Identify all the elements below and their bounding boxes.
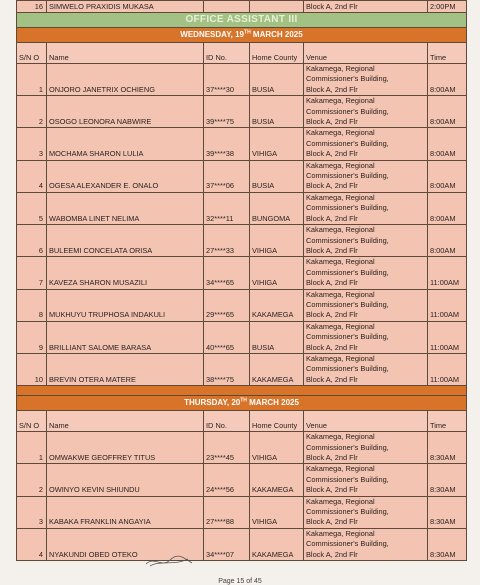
name-cell: OGESA ALEXANDER E. ONALO <box>47 160 204 192</box>
id-cell: 37****30 <box>204 64 250 96</box>
table-row <box>17 432 467 464</box>
sn-cell: 8 <box>17 289 47 321</box>
county-cell: BUSIA <box>250 160 304 192</box>
name-cell: WABOMBA LINET NELIMA <box>47 192 204 224</box>
table-row <box>17 1 467 13</box>
id-cell: 27****33 <box>204 225 250 257</box>
column-header-venue: Venue <box>304 411 428 432</box>
id-cell: 38****75 <box>204 353 250 385</box>
sn-cell: 1 <box>17 432 47 464</box>
time-cell: 8:00AM <box>428 192 467 224</box>
county-cell: BUSIA <box>250 321 304 353</box>
sn-cell: 4 <box>17 528 47 560</box>
table-row <box>17 528 467 560</box>
id-cell: 24****56 <box>204 464 250 496</box>
id-cell: 40****65 <box>204 321 250 353</box>
venue-cell: Kakamega, Regional Commissioner's Building, Block A, 2nd Flr <box>304 353 428 385</box>
sn-cell: 6 <box>17 225 47 257</box>
venue-cell: Kakamega, Regional Commissioner's Building, Block A, 2nd Flr <box>304 128 428 160</box>
table-row <box>17 192 467 224</box>
column-header-id: ID No. <box>204 411 250 432</box>
id-cell: 37****06 <box>204 160 250 192</box>
table-row <box>17 64 467 96</box>
county-cell: VIHIGA <box>250 432 304 464</box>
name-cell: KAVEZA SHARON MUSAZILI <box>47 257 204 289</box>
signature-scribble <box>144 554 194 568</box>
sn-cell: 10 <box>17 353 47 385</box>
column-header-id: ID No. <box>204 43 250 64</box>
county-cell: KAKAMEGA <box>250 353 304 385</box>
id-cell <box>204 1 250 13</box>
venue-cell: Kakamega, Regional Commissioner's Building, Block A, 2nd Flr <box>304 192 428 224</box>
venue-cell: Kakamega, Regional Commissioner's Building, Block A, 2nd Flr <box>304 432 428 464</box>
venue-cell: Kakamega, Regional Commissioner's Building, Block A, 2nd Flr <box>304 289 428 321</box>
id-cell: 34****65 <box>204 257 250 289</box>
county-cell: VIHIGA <box>250 496 304 528</box>
column-header-name: Name <box>47 43 204 64</box>
id-cell: 34****07 <box>204 528 250 560</box>
time-cell: 8:30AM <box>428 432 467 464</box>
day-header <box>17 396 467 411</box>
sn-cell: 16 <box>17 1 47 13</box>
id-cell: 27****88 <box>204 496 250 528</box>
column-header-row <box>17 43 467 64</box>
venue-cell: Kakamega, Regional Commissioner's Building, Block A, 2nd Flr <box>304 64 428 96</box>
sn-cell: 3 <box>17 128 47 160</box>
column-header-row <box>17 411 467 432</box>
county-cell: KAKAMEGA <box>250 464 304 496</box>
table-row <box>17 96 467 128</box>
name-cell: OSOGO LEONORA NABWIRE <box>47 96 204 128</box>
name-cell: MOCHAMA SHARON LULIA <box>47 128 204 160</box>
id-cell: 39****38 <box>204 128 250 160</box>
time-cell: 2:00PM <box>428 1 467 13</box>
sn-cell: 7 <box>17 257 47 289</box>
time-cell: 11:00AM <box>428 289 467 321</box>
county-cell: KAKAMEGA <box>250 528 304 560</box>
time-cell: 8:30AM <box>428 464 467 496</box>
divider-cell <box>17 386 467 396</box>
id-cell: 23****45 <box>204 432 250 464</box>
county-cell: VIHIGA <box>250 128 304 160</box>
venue-cell: Kakamega, Regional Commissioner's Building, Block A, 2nd Flr <box>304 257 428 289</box>
venue-cell: Block A, 2nd Flr <box>304 1 428 13</box>
column-header-name: Name <box>47 411 204 432</box>
table-row <box>17 496 467 528</box>
venue-cell: Kakamega, Regional Commissioner's Building, Block A, 2nd Flr <box>304 528 428 560</box>
venue-cell: Kakamega, Regional Commissioner's Building, Block A, 2nd Flr <box>304 96 428 128</box>
sn-cell: 9 <box>17 321 47 353</box>
sn-cell: 2 <box>17 464 47 496</box>
county-cell: VIHIGA <box>250 257 304 289</box>
county-cell: BUNGOMA <box>250 192 304 224</box>
day-title: WEDNESDAY, 19TH MARCH 2025 <box>17 28 467 43</box>
name-cell: MUKHUYU TRUPHOSA INDAKULI <box>47 289 204 321</box>
table-row <box>17 321 467 353</box>
table-row <box>17 257 467 289</box>
shortlist-table <box>16 0 467 561</box>
column-header-venue: Venue <box>304 43 428 64</box>
table-row <box>17 289 467 321</box>
venue-cell: Kakamega, Regional Commissioner's Building, Block A, 2nd Flr <box>304 321 428 353</box>
column-header-sn: S/N O <box>17 411 47 432</box>
id-cell: 29****65 <box>204 289 250 321</box>
name-cell: SIMWELO PRAXIDIS MUKASA <box>47 1 204 13</box>
time-cell: 8:00AM <box>428 128 467 160</box>
name-cell: BULEEMI CONCELATA ORISA <box>47 225 204 257</box>
county-cell: BUSIA <box>250 96 304 128</box>
name-cell: BRILLIANT SALOME BARASA <box>47 321 204 353</box>
column-header-time: Time <box>428 43 467 64</box>
id-cell: 32****11 <box>204 192 250 224</box>
county-cell <box>250 1 304 13</box>
table-row <box>17 225 467 257</box>
sn-cell: 2 <box>17 96 47 128</box>
name-cell: BREVIN OTERA MATERE <box>47 353 204 385</box>
county-cell: VIHIGA <box>250 225 304 257</box>
table-row <box>17 353 467 385</box>
time-cell: 8:30AM <box>428 496 467 528</box>
day-title: THURSDAY, 20TH MARCH 2025 <box>17 396 467 411</box>
section-header <box>17 13 467 28</box>
id-cell: 39****75 <box>204 96 250 128</box>
name-cell: KABAKA FRANKLIN ANGAYIA <box>47 496 204 528</box>
venue-cell: Kakamega, Regional Commissioner's Building, Block A, 2nd Flr <box>304 160 428 192</box>
sn-cell: 4 <box>17 160 47 192</box>
county-cell: KAKAMEGA <box>250 289 304 321</box>
name-cell: OMWAKWE GEOFFREY TITUS <box>47 432 204 464</box>
county-cell: BUSIA <box>250 64 304 96</box>
venue-cell: Kakamega, Regional Commissioner's Building, Block A, 2nd Flr <box>304 225 428 257</box>
column-header-time: Time <box>428 411 467 432</box>
section-title: OFFICE ASSISTANT III <box>17 13 467 28</box>
column-header-sn: S/N O <box>17 43 47 64</box>
page-footer: Page 15 of 45 <box>218 578 262 585</box>
day-header <box>17 28 467 43</box>
venue-cell: Kakamega, Regional Commissioner's Building, Block A, 2nd Flr <box>304 464 428 496</box>
column-header-county: Home County <box>250 43 304 64</box>
time-cell: 11:00AM <box>428 353 467 385</box>
time-cell: 8:00AM <box>428 96 467 128</box>
time-cell: 8:00AM <box>428 225 467 257</box>
sn-cell: 1 <box>17 64 47 96</box>
venue-cell: Kakamega, Regional Commissioner's Building, Block A, 2nd Flr <box>304 496 428 528</box>
shortlist-sheet <box>16 0 466 561</box>
section-divider <box>17 386 467 396</box>
table-row <box>17 464 467 496</box>
sn-cell: 3 <box>17 496 47 528</box>
time-cell: 8:30AM <box>428 528 467 560</box>
name-cell: NYAKUNDI OBED OTEKO <box>47 528 204 560</box>
table-row <box>17 160 467 192</box>
name-cell: ONJORO JANETRIX OCHIENG <box>47 64 204 96</box>
time-cell: 11:00AM <box>428 321 467 353</box>
sn-cell: 5 <box>17 192 47 224</box>
column-header-county: Home County <box>250 411 304 432</box>
time-cell: 8:00AM <box>428 160 467 192</box>
table-row <box>17 128 467 160</box>
name-cell: OWINYO KEVIN SHIUNDU <box>47 464 204 496</box>
time-cell: 8:00AM <box>428 64 467 96</box>
time-cell: 11:00AM <box>428 257 467 289</box>
